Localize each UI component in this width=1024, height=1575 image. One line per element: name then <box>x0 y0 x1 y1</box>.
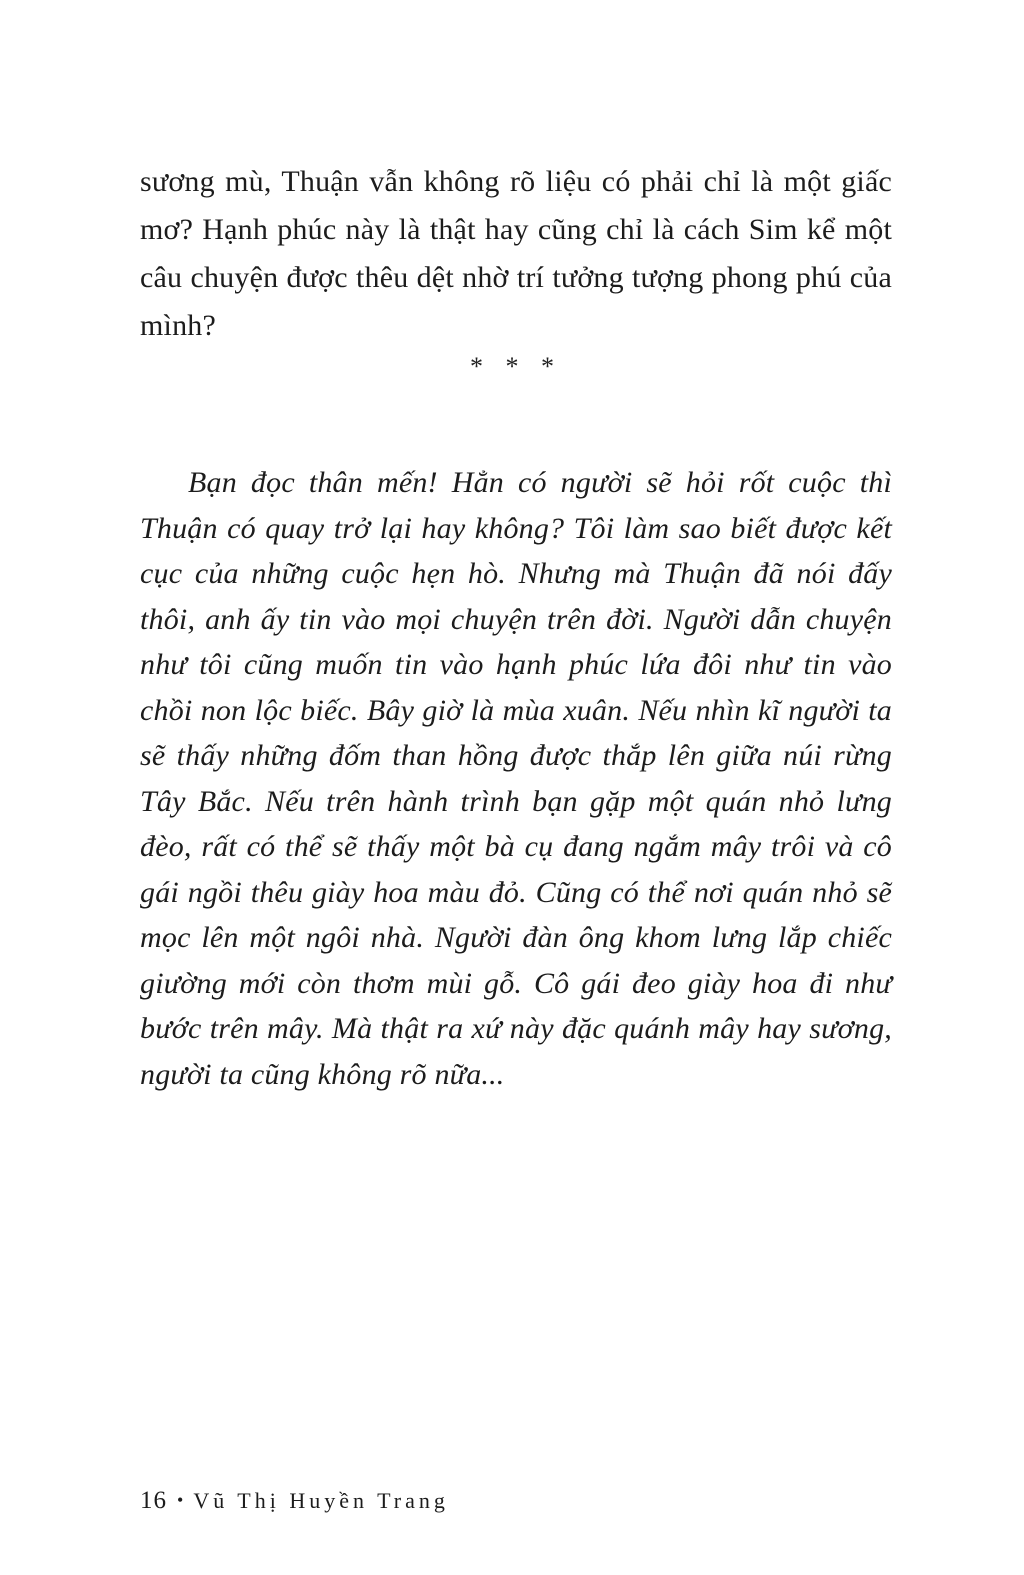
section-separator-asterisks: * * * <box>470 352 562 381</box>
body-paragraph-italic-epilogue: Bạn đọc thân mến! Hẳn có người sẽ hỏi rốt cuộc thì Thuận có quay trở lại hay không? Tôi làm sao biết được kết cục của những cuộc hẹn hò. Nhưng mà Thuận đã nói đấy thôi, anh ấy tin vào mọi chuyện trên đời. Người dẫn chuyện như tôi cũng muốn tin vào hạnh phúc lứa đôi như tin vào chồi non lộc biếc. Bây giờ là mùa xuân. Nếu nhìn kĩ người ta sẽ thấy những đốm than hồng được thắp lên giữa núi rừng Tây Bắc. Nếu trên hành trình bạn gặp một quán nhỏ lưng đèo, rất có thể sẽ thấy một bà cụ đang ngắm mây trôi và cô gái ngồi thêu giày hoa màu đỏ. Cũng có thể nơi quán nhỏ sẽ mọc lên một ngôi nhà. Người đàn ông khom lưng lắp chiếc giường mới còn thơm mùi gỗ. Cô gái đeo giày hoa đi như bước trên mây. Mà thật ra xứ này đặc quánh mây hay sương, người ta cũng không rõ nữa... <box>140 466 892 1091</box>
footer-bullet-separator: • <box>177 1490 184 1510</box>
page-number: 16 <box>140 1487 167 1514</box>
page-footer <box>140 1487 449 1515</box>
body-paragraph-continuation: sương mù, Thuận vẫn không rõ liệu có phải chỉ là một giấc mơ? Hạnh phúc này là thật hay cũng chỉ là cách Sim kể một câu chuyện được thêu dệt nhờ trí tưởng tượng phong phú của mình? <box>140 165 892 342</box>
author-name: Vũ Thị Huyền Trang <box>193 1488 449 1513</box>
